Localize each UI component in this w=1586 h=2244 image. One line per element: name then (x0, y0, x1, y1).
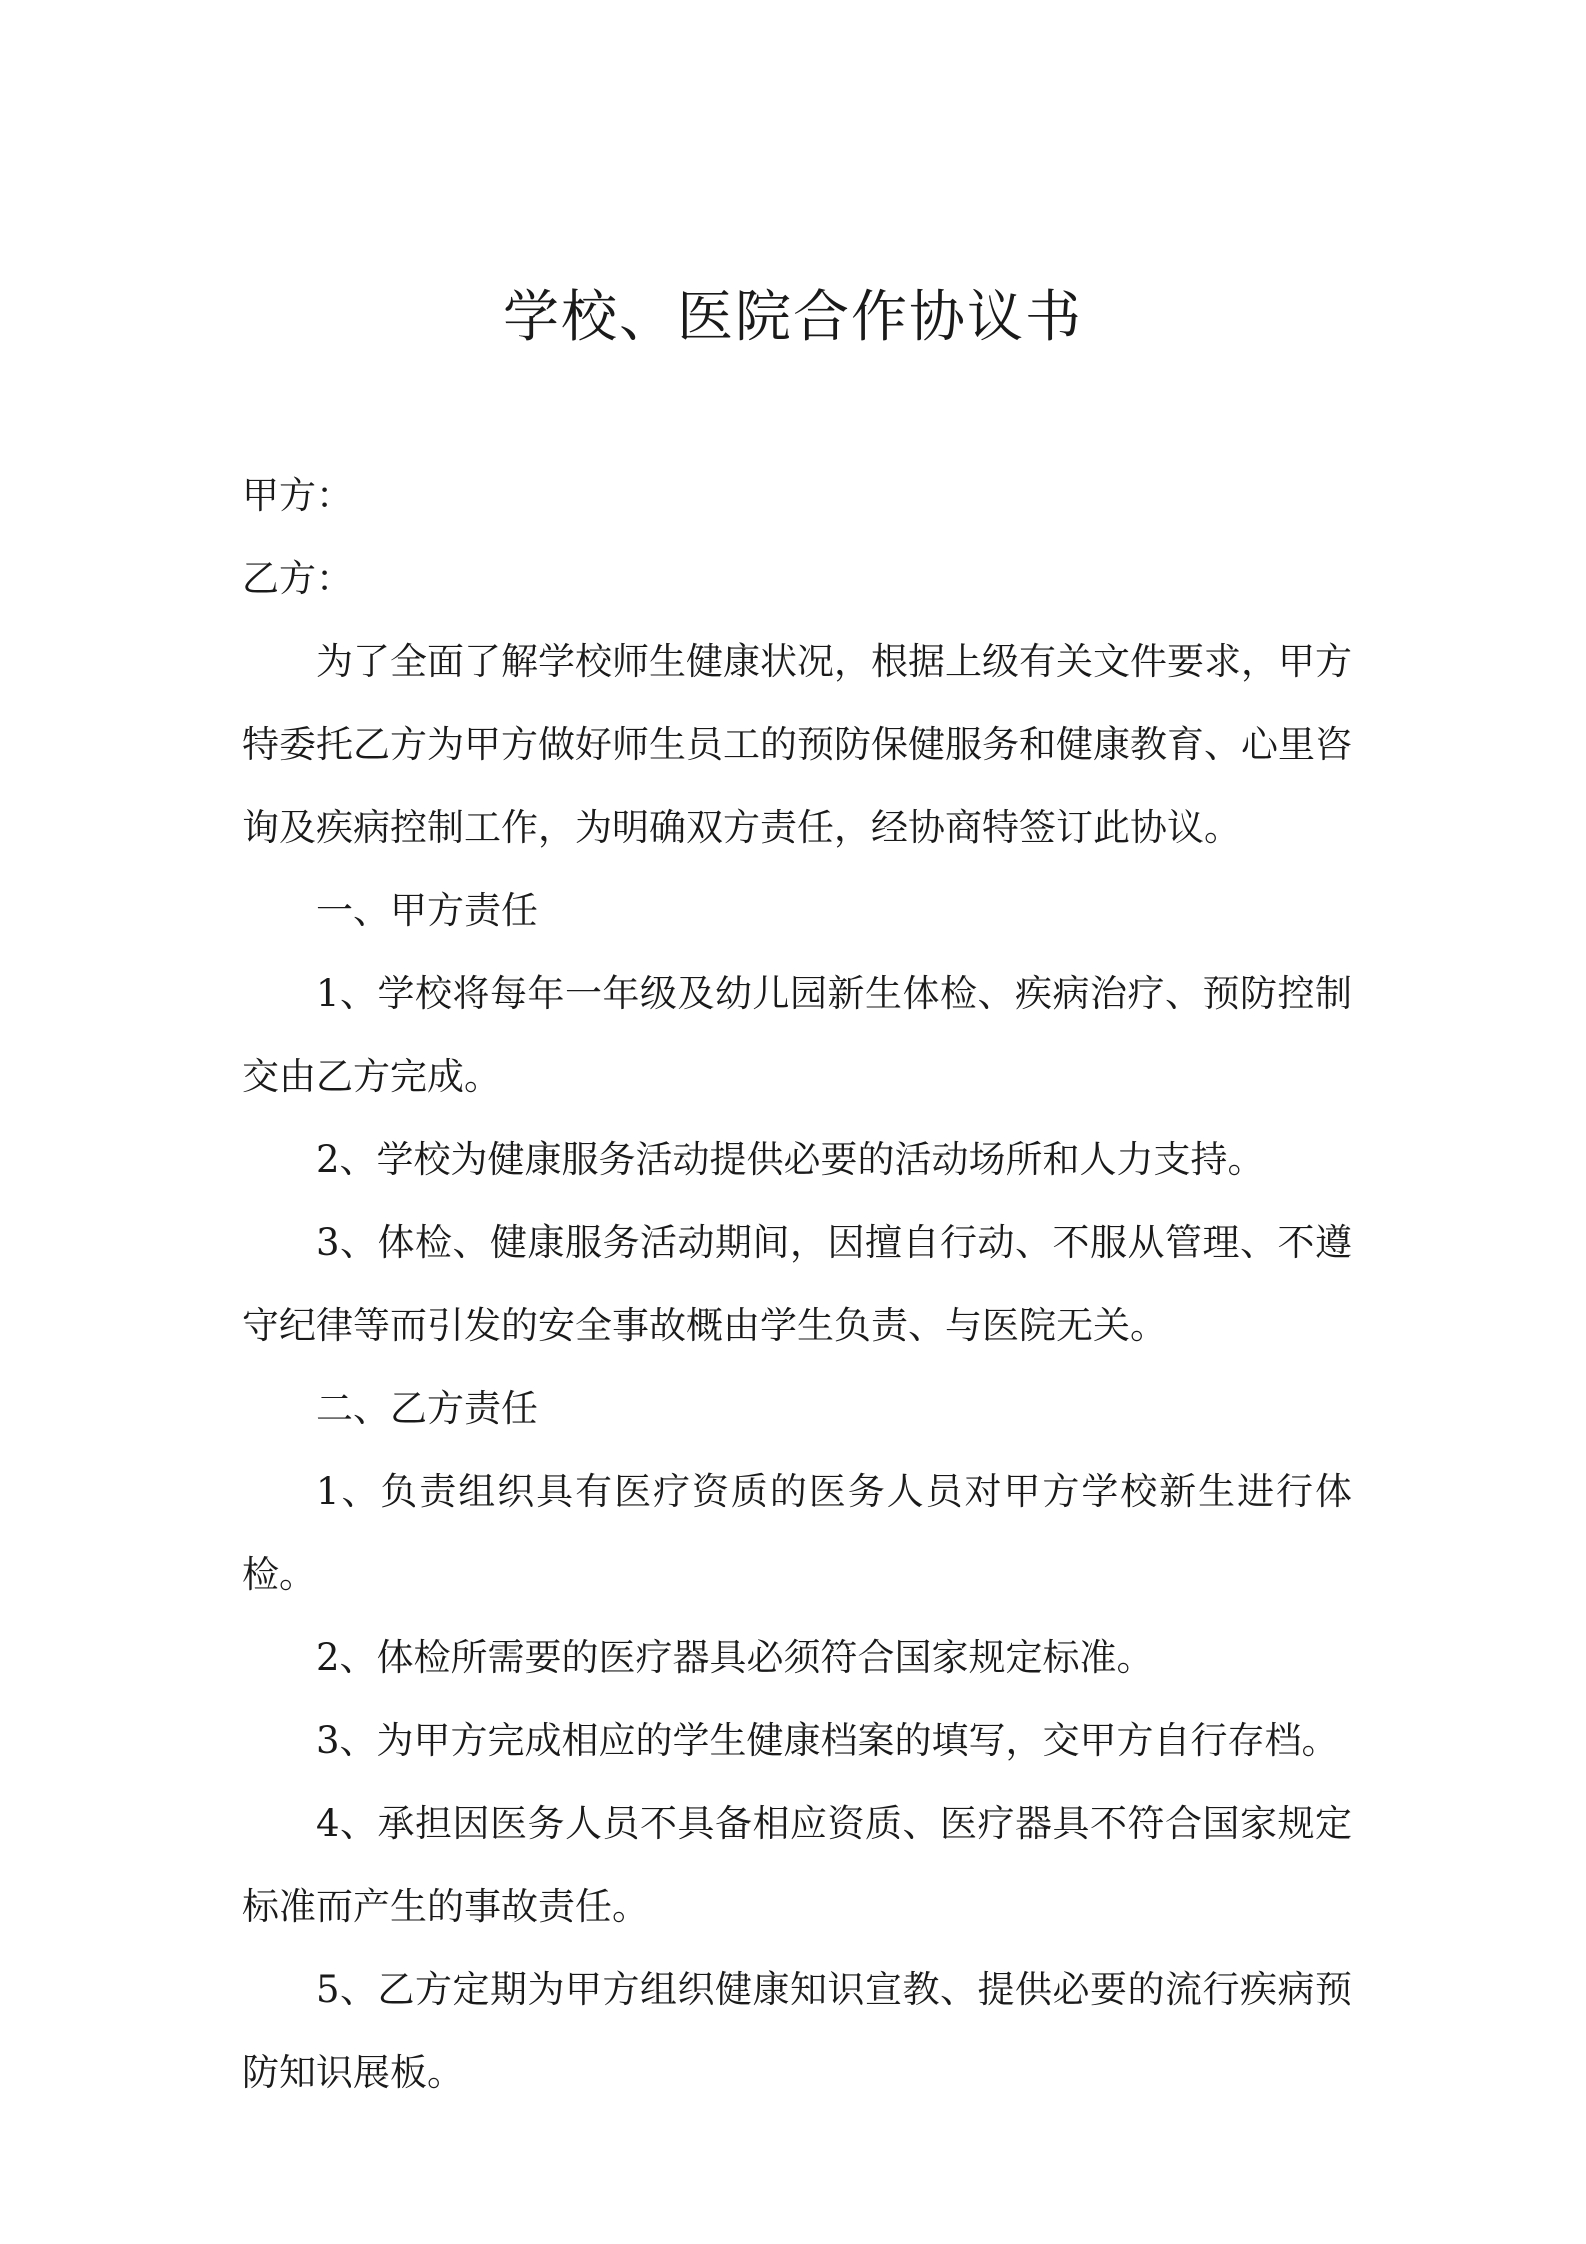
party-b-clause: 4、承担因医务人员不具备相应资质、医疗器具不符合国家规定标准而产生的事故责任。 (242, 1802, 1352, 1928)
intro-paragraph: 为了全面了解学校师生健康状况，根据上级有关文件要求，甲方特委托乙方为甲方做好师生员工的预防保健服务和健康教育、心里咨询及疾病控制工作，为明确双方责任，经协商特签订此协议。 (242, 640, 1352, 849)
party-a-clause: 3、体检、健康服务活动期间，因擅自行动、不服从管理、不遵守纪律等而引发的安全事故概由学生负责、与医院无关。 (242, 1221, 1352, 1347)
party-b-clause: 5、乙方定期为甲方组织健康知识宣教、提供必要的流行疾病预防知识展板。 (242, 1968, 1352, 2094)
section-heading-party-b: 二、乙方责任 (316, 1387, 538, 1430)
party-a-clause: 1、学校将每年一年级及幼儿园新生体检、疾病治疗、预防控制交由乙方完成。 (242, 972, 1352, 1098)
party-b-clause: 2、体检所需要的医疗器具必须符合国家规定标准。 (316, 1636, 1154, 1679)
party-b-line: 乙方： (242, 557, 353, 600)
document-body (242, 454, 1352, 2114)
party-b-clause: 1、负责组织具有医疗资质的医务人员对甲方学校新生进行体检。 (242, 1470, 1352, 1596)
document-title: 学校、医院合作协议书 (503, 285, 1083, 350)
party-a-clause: 2、学校为健康服务活动提供必要的活动场所和人力支持。 (316, 1138, 1265, 1181)
section-heading-party-a: 一、甲方责任 (316, 889, 538, 932)
party-a-line: 甲方： (242, 474, 353, 517)
party-b-clause: 3、为甲方完成相应的学生健康档案的填写，交甲方自行存档。 (316, 1719, 1339, 1762)
